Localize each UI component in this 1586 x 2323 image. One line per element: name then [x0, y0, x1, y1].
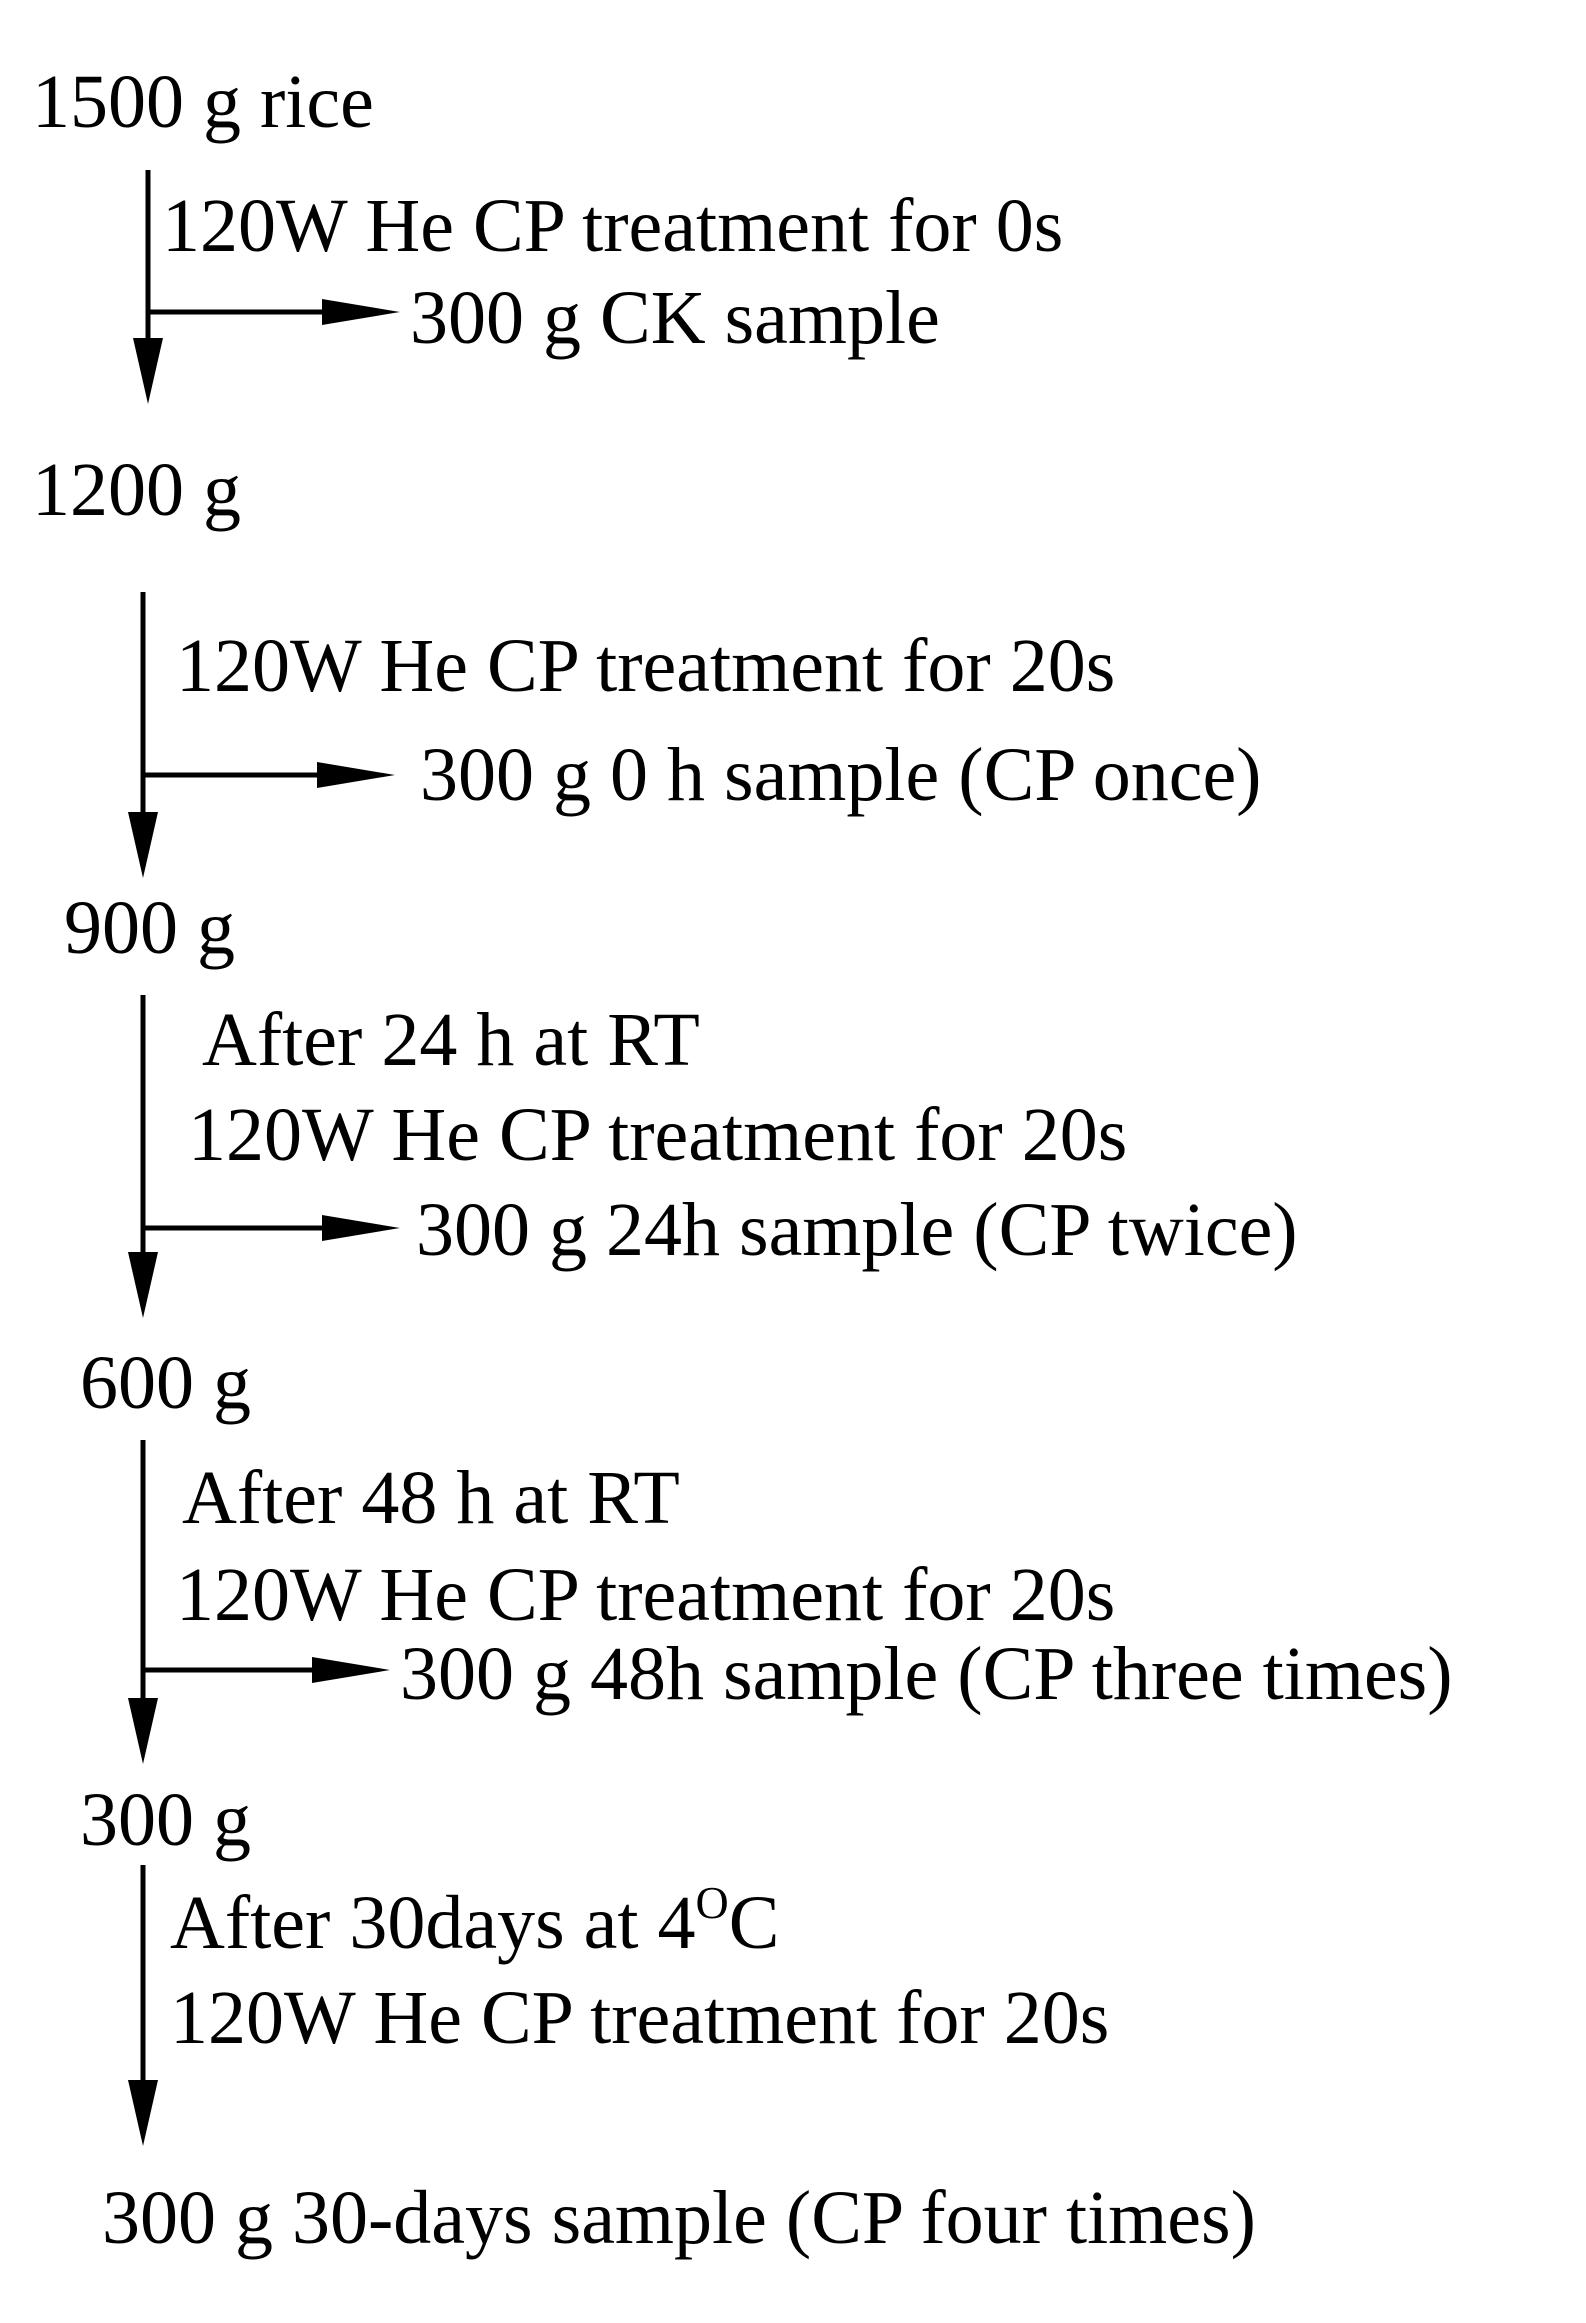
step5-treatment: 120W He CP treatment for 20s [170, 1976, 1110, 2060]
degree-mark: O [695, 1877, 729, 1928]
step5-condition [170, 1877, 780, 1965]
step3-condition: After 24 h at RT [202, 998, 700, 1082]
step3-sample: 300 g 24h sample (CP twice) [416, 1188, 1298, 1272]
step4-sample: 300 g 48h sample (CP three times) [400, 1632, 1453, 1716]
step3-treatment: 120W He CP treatment for 20s [188, 1093, 1128, 1177]
step2-treatment: 120W He CP treatment for 20s [176, 624, 1116, 708]
step4-treatment: 120W He CP treatment for 20s [176, 1553, 1116, 1637]
step1-treatment: 120W He CP treatment for 0s [162, 184, 1064, 268]
step1-sample: 300 g CK sample [410, 276, 940, 360]
arrowhead-right-2 [317, 762, 395, 788]
stage-900g: 900 g [64, 886, 235, 970]
stage-final-sample: 300 g 30-days sample (CP four times) [102, 2176, 1256, 2260]
step4-condition: After 48 h at RT [182, 1456, 680, 1540]
step5-condition-suffix: C [728, 1881, 780, 1965]
arrowhead-right-3 [322, 1215, 400, 1241]
step5-condition-prefix: After 30days at 4 [170, 1881, 696, 1965]
arrowhead-down-3 [128, 1252, 158, 1318]
arrowhead-right-1 [322, 299, 400, 325]
stage-1200g: 1200 g [32, 448, 241, 532]
arrowhead-down-1 [133, 338, 163, 404]
stage-600g: 600 g [80, 1341, 251, 1425]
step2-sample: 300 g 0 h sample (CP once) [420, 733, 1262, 817]
stage-300g: 300 g [80, 1778, 251, 1862]
arrowhead-down-2 [128, 812, 158, 878]
arrowhead-right-4 [312, 1657, 390, 1683]
stage-1500g-rice: 1500 g rice [32, 60, 374, 144]
arrowhead-down-4 [128, 1698, 158, 1764]
arrowhead-down-5 [128, 2080, 158, 2146]
